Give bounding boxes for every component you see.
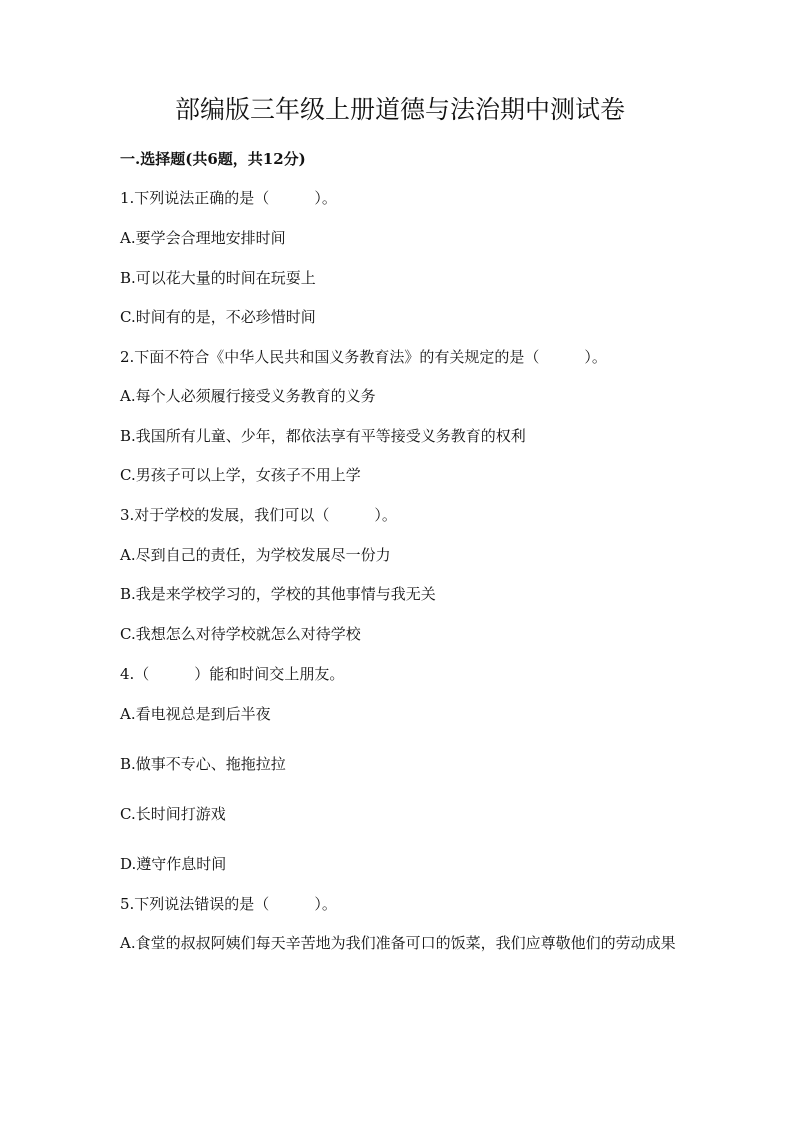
section-heading: 一.选择题(共6题，共12分) (120, 150, 306, 168)
question-5-option-a: A.食堂的叔叔阿姨们每天辛苦地为我们准备可口的饭菜，我们应尊敬他们的劳动成果 (120, 934, 676, 952)
question-4-option-a: A.看电视总是到后半夜 (120, 705, 271, 723)
question-4-stem: 4.（ ）能和时间交上朋友。 (120, 665, 345, 683)
question-3-option-a: A.尽到自己的责任，为学校发展尽一份力 (120, 546, 391, 564)
question-2-option-a: A.每个人必须履行接受义务教育的义务 (120, 387, 376, 405)
question-1-option-a: A.要学会合理地安排时间 (120, 229, 286, 247)
question-2-option-c: C.男孩子可以上学，女孩子不用上学 (120, 466, 361, 484)
question-4-option-d: D.遵守作息时间 (120, 855, 227, 873)
question-2-option-b: B.我国所有儿童、少年，都依法享有平等接受义务教育的权利 (120, 427, 526, 445)
question-4-option-b: B.做事不专心、拖拖拉拉 (120, 755, 286, 773)
question-3-stem: 3.对于学校的发展，我们可以（ ）。 (120, 506, 397, 524)
question-3-option-b: B.我是来学校学习的，学校的其他事情与我无关 (120, 585, 436, 603)
page-title: 部编版三年级上册道德与法治期中测试卷 (174, 95, 625, 124)
question-2-stem: 2.下面不符合《中华人民共和国义务教育法》的有关规定的是（ ）。 (120, 348, 607, 366)
question-5-stem: 5.下列说法错误的是（ ）。 (120, 895, 337, 913)
question-1-stem: 1.下列说法正确的是（ ）。 (120, 189, 337, 207)
question-1-option-b: B.可以花大量的时间在玩耍上 (120, 269, 316, 287)
question-4-option-c: C.长时间打游戏 (120, 805, 226, 823)
question-3-option-c: C.我想怎么对待学校就怎么对待学校 (120, 625, 361, 643)
question-1-option-c: C.时间有的是，不必珍惜时间 (120, 308, 316, 326)
